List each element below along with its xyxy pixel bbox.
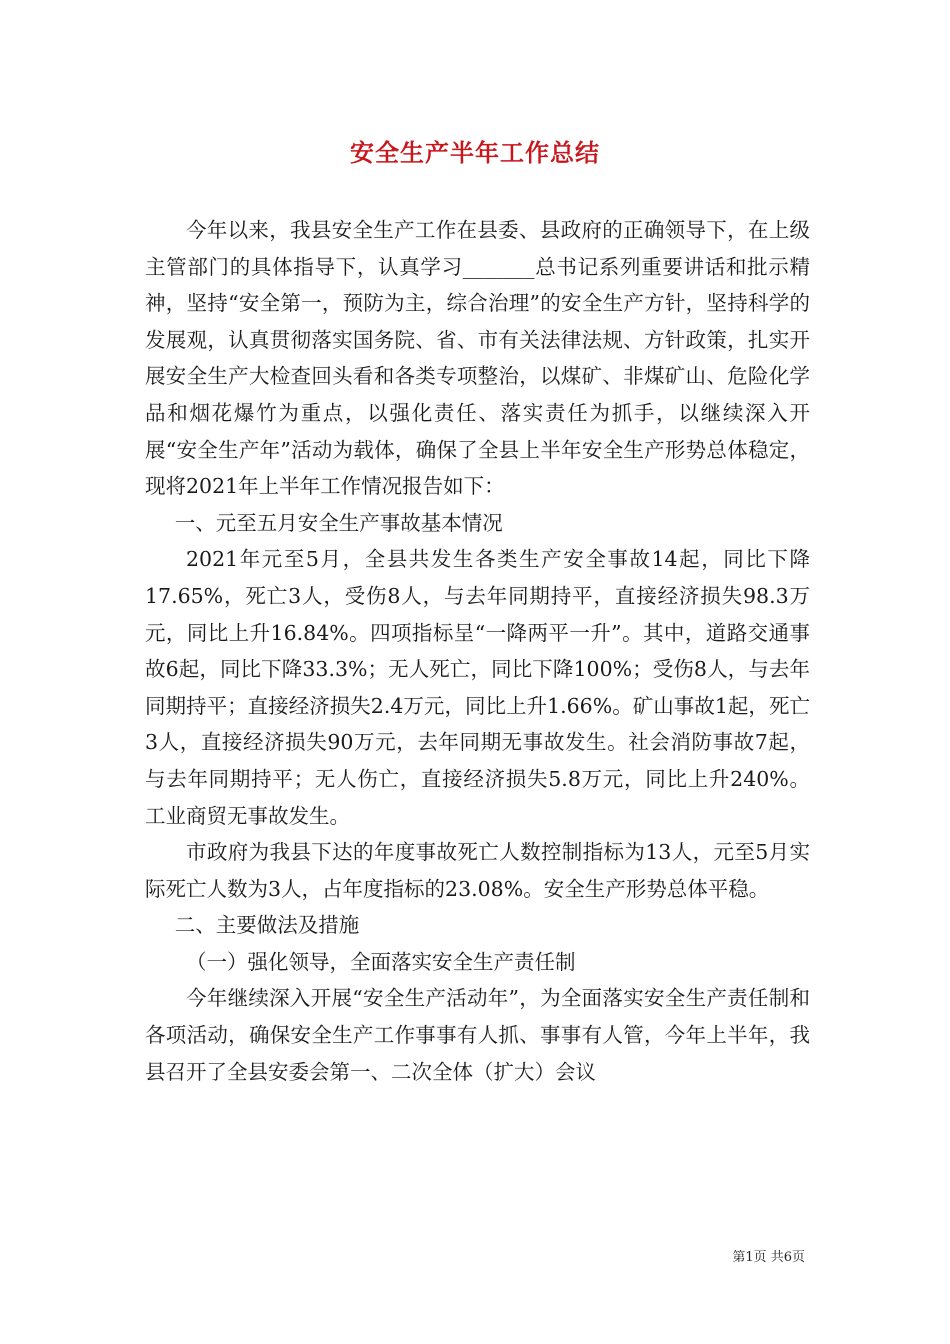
document-body: [145, 212, 810, 1090]
page-number: 第1页 共6页: [732, 1250, 805, 1265]
section-heading-1: 一、元至五月安全生产事故基本情况: [174, 510, 503, 535]
section-heading-2: 二、主要做法及措施: [174, 913, 360, 938]
intro-paragraph: 今年以来，我县安全生产工作在县委、县政府的正确领导下，在上级主管部门的具体指导下，认真学习_______总书记系列重要讲话和批示精神，坚持“安全第一，预防为主，综合治理”的安全生产方针，坚持科学的发展观，认真贯彻落实国务院、省、市有关法律法规、方针政策，扎实开展安全生产大检查回头看和各类专项整治，以煤矿、非煤矿山、危险化学品和烟花爆竹为重点，以强化责任、落实责任为抓手，以继续深入开展“安全生产年”活动为载体，确保了全县上半年安全生产形势总体稳定，现将2021年上半年工作情况报告如下：: [145, 218, 810, 499]
control-target-paragraph: 市政府为我县下达的年度事故死亡人数控制指标为13人，元至5月实际死亡人数为3人，占年度指标的23.08%。安全生产形势总体平稳。: [145, 840, 810, 901]
accident-stats-paragraph: 2021年元至5月，全县共发生各类生产安全事故14起，同比下降17.65%，死亡3人，受伤8人，与去年同期持平，直接经济损失98.3万元，同比上升16.84%。四项指标呈“一降两平一升”。其中，道路交通事故6起，同比下降33.3%；无人死亡，同比下降100%；受伤8人，与去年同期持平；直接经济损失2.4万元，同比上升1.66%。矿山事故1起，死亡3人，直接经济损失90万元，去年同期无事故发生。社会消防事故7起，与去年同期持平；无人伤亡，直接经济损失5.8万元，同比上升240%。工业商贸无事故发生。: [145, 547, 810, 828]
document-title: 安全生产半年工作总结: [350, 138, 600, 167]
responsibility-paragraph: 今年继续深入开展“安全生产活动年”，为全面落实安全生产责任制和各项活动，确保安全生产工作事事有人抓、事事有人管，今年上半年，我县召开了全县安委会第一、二次全体（扩大）会议: [145, 986, 810, 1084]
subsection-heading-1: （一）强化领导，全面落实安全生产责任制: [186, 949, 576, 974]
